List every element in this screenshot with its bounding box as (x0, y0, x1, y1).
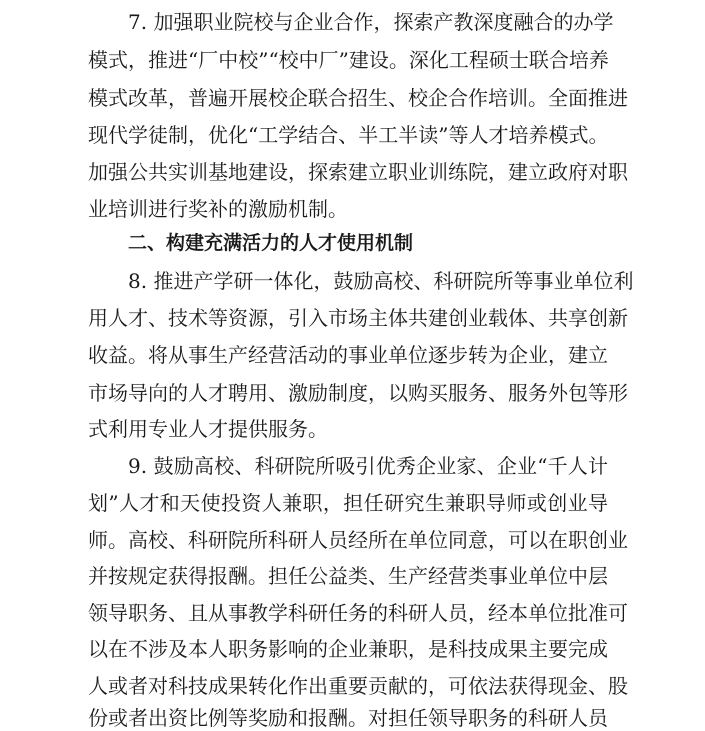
paragraph-9-line-8: 份或者出资比例等奖励和报酬。对担任领导职务的科研人员 (88, 706, 608, 730)
paragraph-9-line-5: 领导职务、且从事教学科研任务的科研人员，经本单位批准可 (88, 601, 628, 625)
section-heading: 二、构建充满活力的人才使用机制 (128, 232, 414, 254)
paragraph-8-line-1: 8. 推进产学研一体化，鼓励高校、科研院所等事业单位利 (128, 269, 634, 293)
paragraph-8-line-4: 市场导向的人才聘用、激励制度，以购买服务、服务外包等形 (88, 381, 628, 405)
paragraph-7-line-2: 模式，推进“厂中校”“校中厂”建设。深化工程硕士联合培养 (88, 48, 609, 72)
paragraph-9-line-4: 并按规定获得报酬。担任公益类、生产经营类事业单位中层 (88, 564, 608, 588)
paragraph-8-line-3: 收益。将从事生产经营活动的事业单位逐步转为企业，建立 (88, 343, 608, 367)
paragraph-7-line-4: 现代学徒制，优化“工学结合、半工半读”等人才培养模式。 (88, 123, 609, 147)
paragraph-9-line-6: 以在不涉及本人职务影响的企业兼职，是科技成果主要完成 (88, 637, 608, 661)
paragraph-7-line-3: 模式改革，普遍开展校企联合招生、校企合作培训。全面推进 (88, 86, 628, 110)
paragraph-9-line-2: 划”人才和天使投资人兼职，担任研究生兼职导师或创业导 (88, 491, 608, 515)
paragraph-7-line-6: 业培训进行奖补的激励机制。 (88, 197, 348, 221)
paragraph-8-line-5: 式利用专业人才提供服务。 (88, 417, 328, 441)
paragraph-8-line-2: 用人才、技术等资源，引入市场主体共建创业载体、共享创新 (88, 306, 628, 330)
paragraph-9-line-1: 9. 鼓励高校、科研院所吸引优秀企业家、企业“千人计 (128, 454, 608, 478)
paragraph-9-line-3: 师。高校、科研院所科研人员经所在单位同意，可以在职创业 (88, 528, 628, 552)
paragraph-7-line-1: 7. 加强职业院校与企业合作，探索产教深度融合的办学 (128, 10, 614, 34)
document-page (88, 0, 634, 730)
paragraph-9-line-7: 人或者对科技成果转化作出重要贡献的，可依法获得现金、股 (88, 674, 628, 698)
paragraph-7-line-5: 加强公共实训基地建设，探索建立职业训练院，建立政府对职 (88, 160, 628, 184)
